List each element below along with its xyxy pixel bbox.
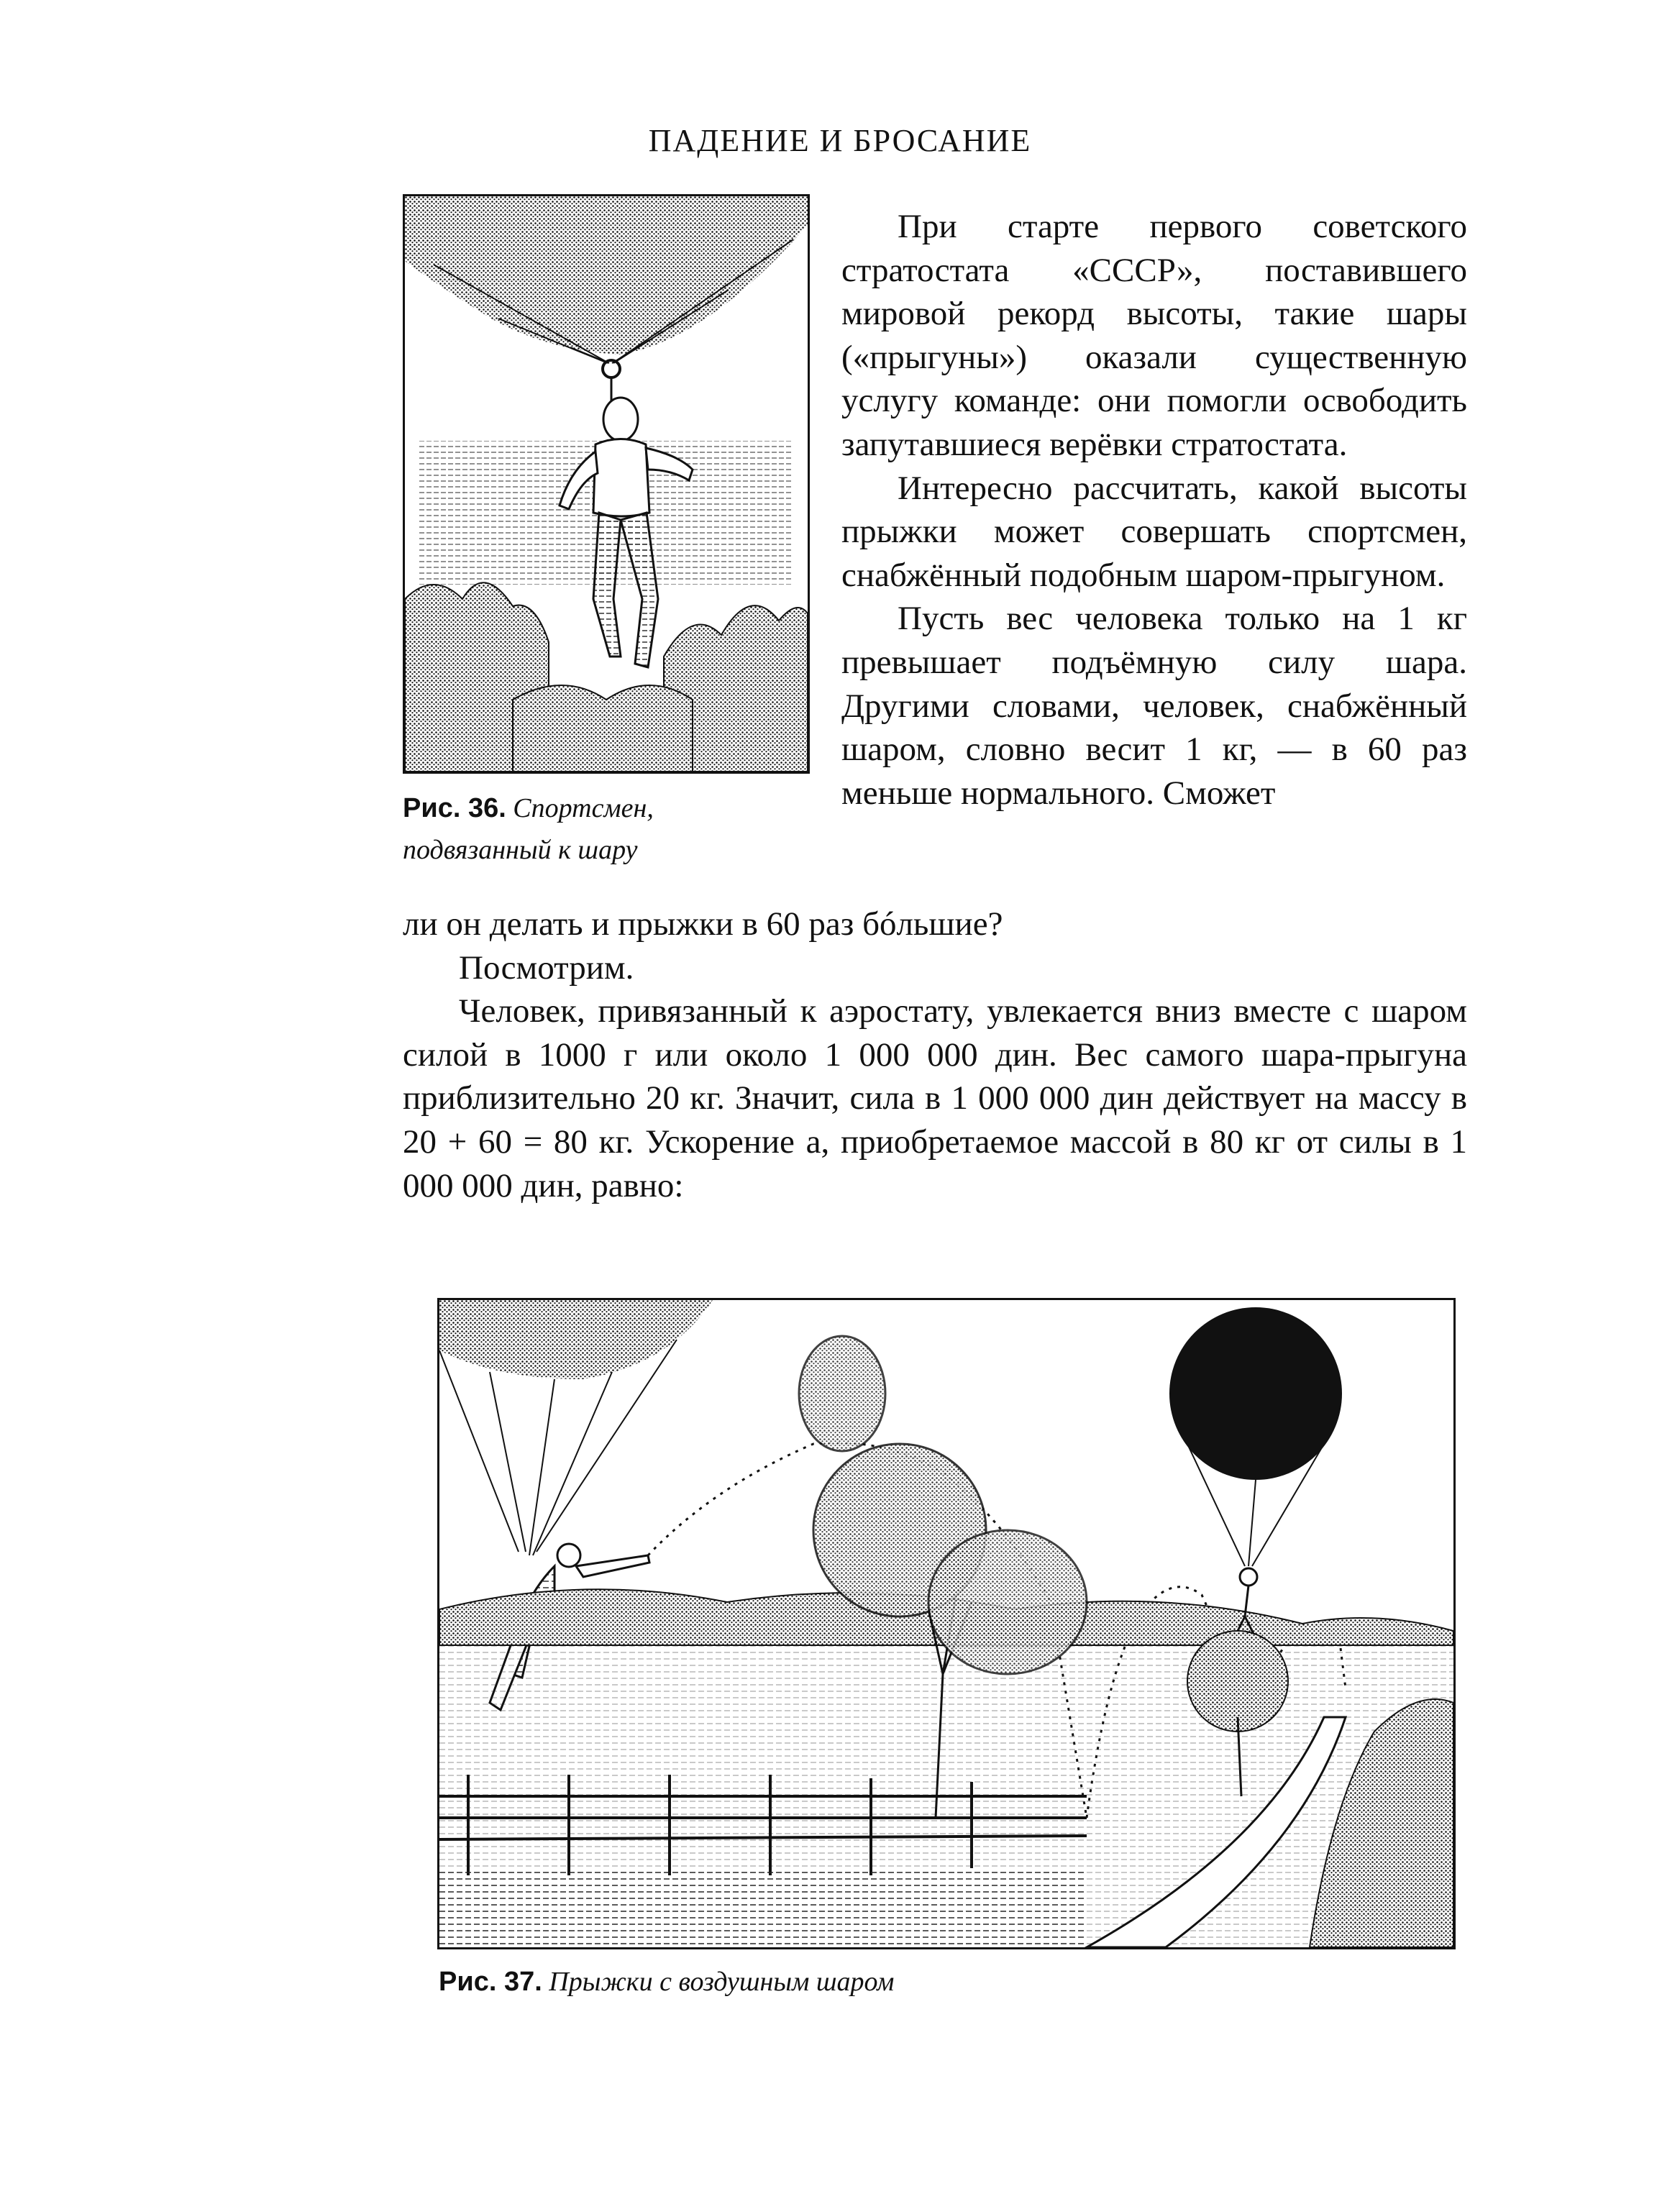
figure-36-illustration (403, 194, 810, 774)
figure-36-label: Рис. 36. (403, 793, 506, 823)
paragraph-3-end: ли он делать и прыжки в 60 раз бóльшие? (403, 905, 1003, 943)
body-text-full-width (403, 902, 1467, 1207)
figure-37-illustration (437, 1298, 1456, 1949)
paragraph-3-start: Пусть вес человека только на 1 кг превышает подъёмную силу шара. Другими словами, человек, снабжённый шаром, словно весит 1 кг, — в 60 раз меньше нормального. Сможет (841, 600, 1467, 812)
figure-37-label: Рис. 37. (439, 1967, 542, 1997)
paragraph-2: Интересно рассчитать, какой высоты прыжки может совершать спортсмен, снабжённый подобным шаром-прыгуном. (841, 469, 1467, 594)
figure-37-caption-text: Прыжки с воздушным шаром (549, 1967, 895, 1997)
figure-36-caption-text: Спортсмен, подвязанный к шару (403, 793, 654, 865)
paragraph-1: При старте первого советского стратостата «СССР», поставившего мировой рекорд высоты, такие шары («прыгуны») оказали существенную услугу команде: они помогли освободить запутавшиеся верёвки стратостата. (841, 208, 1467, 463)
body-text-right-column (841, 205, 1467, 815)
paragraph-5: Человек, привязанный к аэростату, увлекается вниз вместе с шаром силой в 1000 г или около 1 000 000 дин. Вес самого шара-прыгуна приблизительно 20 кг. Значит, сила в 1 000 000 дин действует на массу в 20 + 60 = 80 кг. Ускорение a, приобретаемое массой в 80 кг от силы в 1 000 000 дин, равно: (403, 992, 1467, 1204)
figure-37-caption (439, 1963, 1446, 2000)
figure-36-caption (403, 787, 805, 871)
paragraph-4: Посмотрим. (459, 948, 634, 987)
running-head: ПАДЕНИЕ И БРОСАНИЕ (648, 123, 1032, 158)
